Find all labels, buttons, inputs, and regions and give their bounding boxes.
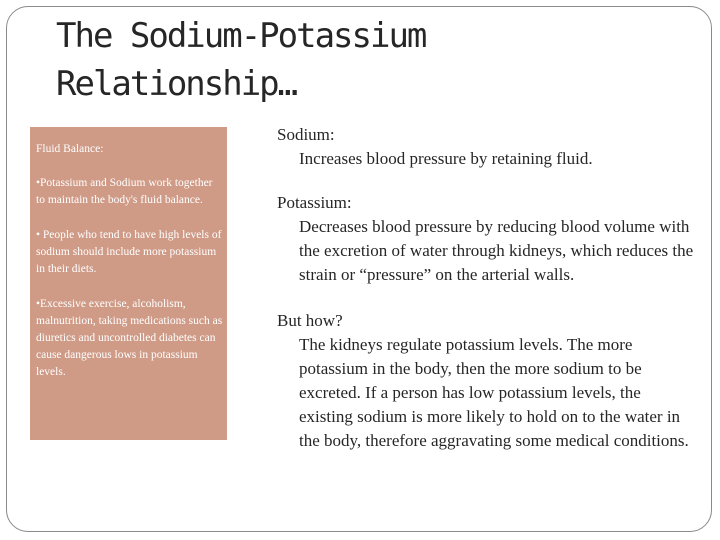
slide-title: The Sodium-Potassium Relationship… [56, 16, 426, 104]
sodium-label: Sodium: [277, 125, 335, 144]
question-label: But how? [277, 311, 343, 330]
fluid-balance-point-2: • People who tend to have high levels of sodium should include more potassium in their diets. [36, 229, 222, 275]
fluid-balance-panel [30, 127, 227, 440]
potassium-label: Potassium: [277, 193, 352, 212]
sodium-description: Increases blood pressure by retaining fluid. [299, 149, 593, 168]
fluid-balance-point-3: •Excessive exercise, alcoholism, malnutrition, taking medications such as diuretics and uncontrolled diabetes can cause dangerous lows in potassium levels. [36, 298, 223, 378]
fluid-balance-heading: Fluid Balance: [36, 143, 104, 155]
question-description: The kidneys regulate potassium levels. The more potassium in the body, then the more sodium to be excreted. If a person has low potassium levels, the existing sodium is more likely to hold on to the water in the body, therefore aggravating some medical conditions. [299, 335, 689, 450]
fluid-balance-point-1: •Potassium and Sodium work together to maintain the body's fluid balance. [36, 177, 213, 206]
main-content [277, 123, 697, 453]
potassium-description: Decreases blood pressure by reducing blood volume with the excretion of water through kidneys, which reduces the strain or “pressure” on the arterial walls. [299, 217, 694, 284]
